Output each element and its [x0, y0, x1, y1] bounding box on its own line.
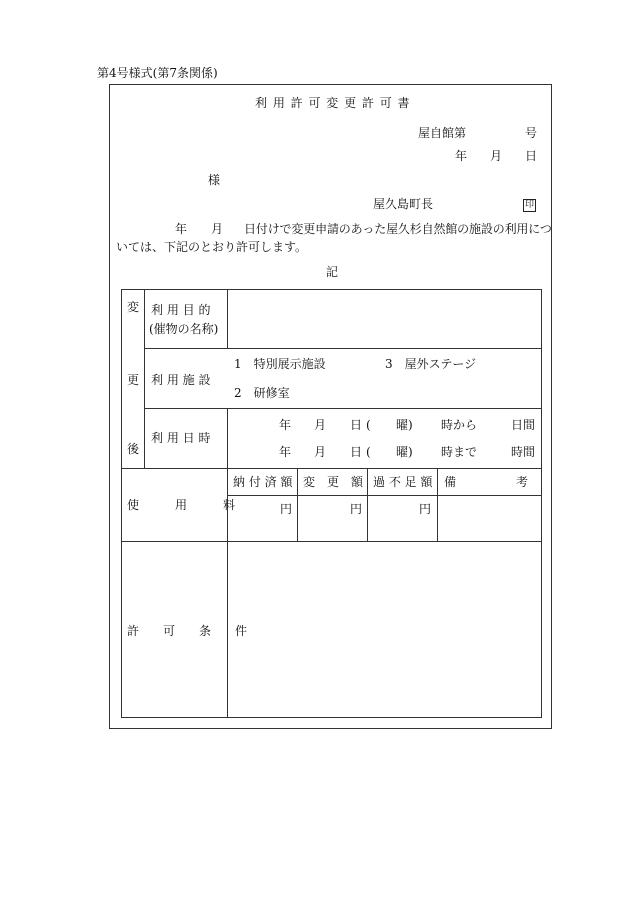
fee-label: 使 用 料	[127, 498, 236, 512]
to-time: 時まで	[441, 445, 478, 459]
document-title: 利 用 許 可 変 更 許 可 書	[255, 96, 411, 110]
to-day: 日	[350, 445, 363, 459]
side-label-go: 後	[127, 442, 140, 456]
doc-number-prefix: 屋自館第	[418, 126, 467, 140]
fee-header-change: 変 更 額	[303, 475, 364, 489]
from-time: 時から	[441, 418, 478, 432]
datetime-label: 利 用 日 時	[151, 431, 211, 445]
side-label-kou: 更	[127, 373, 140, 387]
ki-heading: 記	[326, 265, 339, 279]
seal-stamp	[523, 196, 536, 212]
facility-option-3: 3 屋外ステージ	[385, 357, 477, 371]
doc-number-suffix: 号	[525, 126, 538, 140]
body-line2: いては、下記のとおり許可します。	[116, 240, 308, 254]
purpose-sublabel: (催物の名称)	[149, 322, 219, 336]
body-year: 年	[175, 222, 188, 236]
fee-unit-change: 円	[350, 502, 363, 516]
date-year: 年	[455, 149, 468, 163]
to-span: 時間	[511, 445, 536, 459]
fee-header-paid: 納 付 済 額	[233, 475, 293, 489]
to-month: 月	[314, 445, 327, 459]
seal-icon: 印	[524, 200, 534, 210]
facility-label: 利 用 施 設	[151, 373, 211, 387]
facility-option-1: 1 特別展示施設	[234, 357, 326, 371]
body-line1: 日付けで変更申請のあった屋久杉自然館の施設の利用につ	[244, 222, 552, 236]
to-year: 年	[279, 445, 292, 459]
side-label-hen: 変	[127, 300, 140, 314]
fee-unit-paid: 円	[280, 502, 293, 516]
to-open-paren: (	[366, 445, 371, 459]
form-label: 第4号様式(第7条関係)	[97, 66, 218, 80]
fee-header-diff: 過 不 足 額	[373, 475, 433, 489]
from-span: 日間	[511, 418, 536, 432]
from-day: 日	[350, 418, 363, 432]
to-weekday: 曜)	[396, 445, 413, 459]
from-open-paren: (	[366, 418, 371, 432]
issuer-name: 屋久島町長	[373, 197, 434, 211]
addressee-suffix: 様	[208, 173, 221, 187]
purpose-label: 利 用 目 的	[151, 303, 211, 317]
fee-header-remarks: 備 考	[444, 475, 529, 489]
from-month: 月	[314, 418, 327, 432]
from-year: 年	[279, 418, 292, 432]
body-month: 月	[211, 222, 224, 236]
conditions-label: 許 可 条 件	[127, 624, 248, 638]
from-weekday: 曜)	[396, 418, 413, 432]
fee-unit-diff: 円	[419, 502, 432, 516]
facility-option-2: 2 研修室	[234, 386, 290, 400]
date-month: 月	[490, 149, 503, 163]
date-day: 日	[525, 149, 538, 163]
